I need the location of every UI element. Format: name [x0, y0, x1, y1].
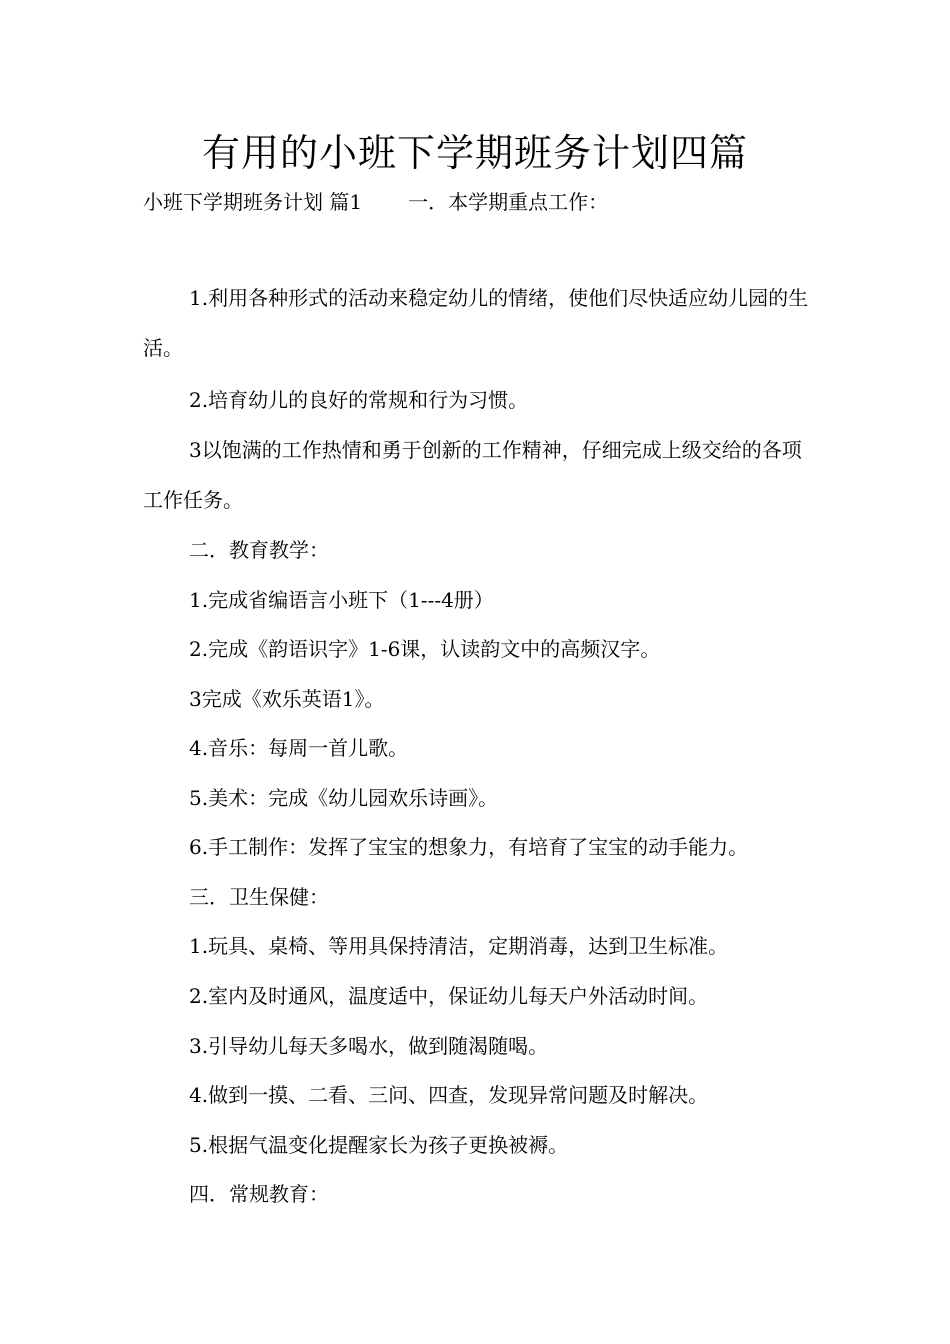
paragraph: 1.玩具、桌椅、等用具保持清洁，定期消毒，达到卫生标准。: [189, 934, 729, 958]
section-heading-1: 一．本学期重点工作：: [408, 190, 609, 214]
paragraph: 2.室内及时通风，温度适中，保证幼儿每天户外活动时间。: [189, 984, 709, 1008]
paragraph: 6.手工制作：发挥了宝宝的想象力，有培育了宝宝的动手能力。: [189, 835, 749, 859]
paragraph: 3完成《欢乐英语1》。: [189, 687, 385, 711]
paragraph: 1.利用各种形式的活动来稳定幼儿的情绪，使他们尽快适应幼儿园的生活。: [143, 286, 809, 360]
paragraph: 2.完成《韵语识字》1-6课，认读韵文中的高频汉字。: [189, 637, 661, 661]
document-title: 有用的小班下学期班务计划四篇: [201, 131, 748, 175]
section-heading-3: 三．卫生保健：: [189, 885, 329, 909]
doc-label: 小班下学期班务计划 篇1: [143, 190, 363, 214]
paragraph: 1.完成省编语言小班下（1---4册）: [189, 588, 494, 612]
paragraph: 4.音乐：每周一首儿歌。: [189, 736, 409, 760]
paragraph: 5.美术：完成《幼儿园欢乐诗画》。: [189, 786, 499, 810]
section-heading-2: 二．教育教学：: [189, 538, 329, 562]
paragraph: 2.培育幼儿的良好的常规和行为习惯。: [189, 388, 529, 412]
paragraph: 3以饱满的工作热情和勇于创新的工作精神，仔细完成上级交给的各项工作任务。: [143, 438, 802, 512]
section-heading-4: 四．常规教育：: [189, 1182, 329, 1206]
paragraph: 4.做到一摸、二看、三问、四查，发现异常问题及时解决。: [189, 1083, 709, 1107]
paragraph: 5.根据气温变化提醒家长为孩子更换被褥。: [189, 1133, 569, 1157]
intro-line: [143, 188, 608, 216]
paragraph: 3.引导幼儿每天多喝水，做到随渴随喝。: [189, 1034, 549, 1058]
